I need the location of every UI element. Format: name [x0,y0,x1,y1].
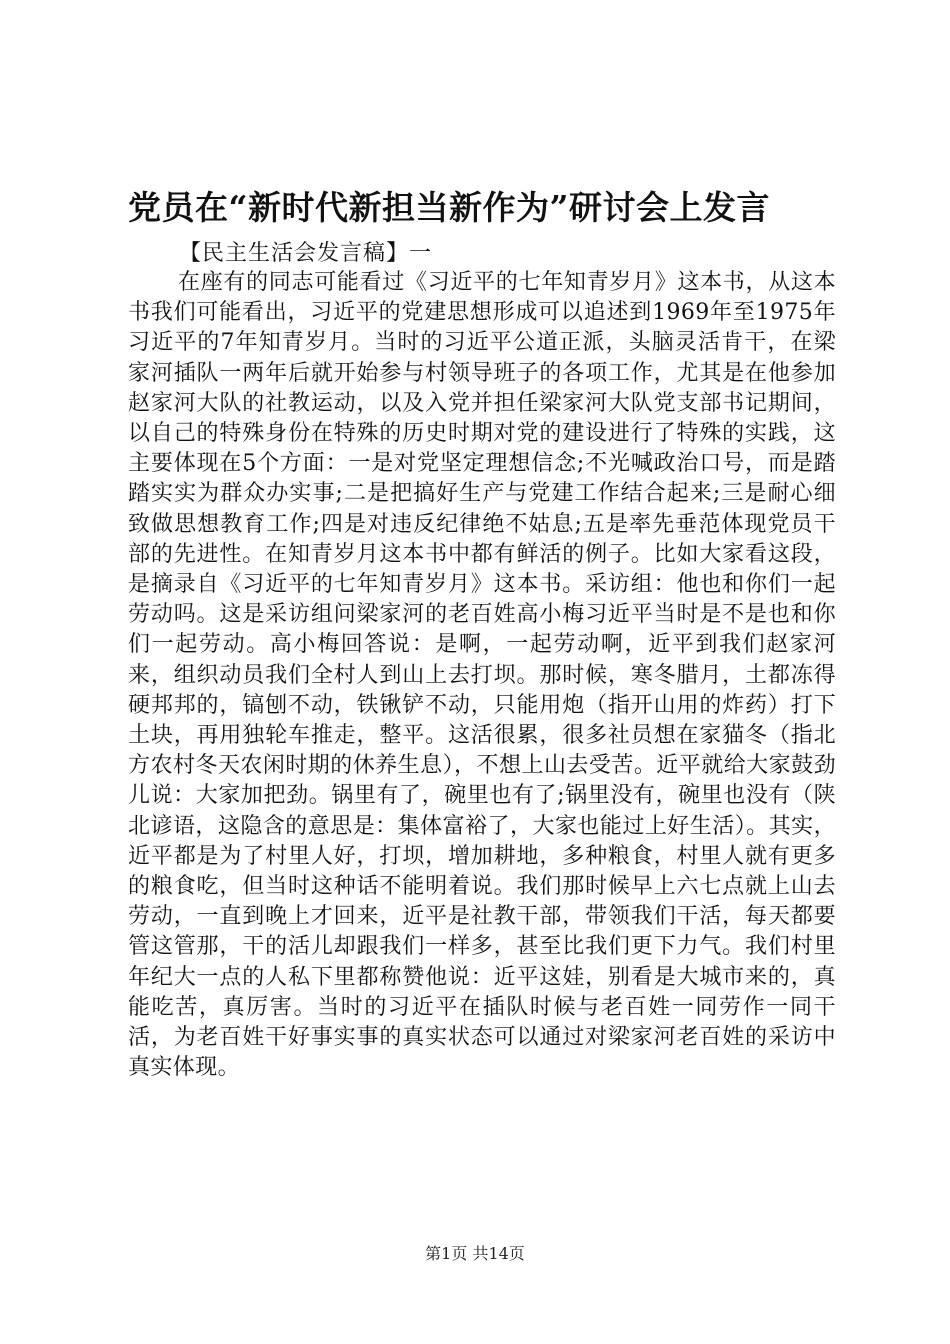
document-body-paragraph: 在座有的同志可能看过《习近平的七年知青岁月》这本书，从这本书我们可能看出，习近平的党建思想形成可以追述到1969年至1975年习近平的7年知青岁月。当时的习近平公道正派，头脑灵活肯干，在梁家河插队一两年后就开始参与村领导班子的各项工作，尤其是在他参加赵家河大队的社教运动，以及入党并担任梁家河大队党支部书记期间，以自己的特殊身份在特殊的历史时期对党的建设进行了特殊的实践，这主要体现在5个方面：一是对党坚定理想信念;不光喊政治口号，而是踏踏实实为群众办实事;二是把搞好生产与党建工作结合起来;三是耐心细致做思想教育工作;四是对违反纪律绝不姑息;五是率先垂范体现党员干部的先进性。在知青岁月这本书中都有鲜活的例子。比如大家看这段，是摘录自《习近平的七年知青岁月》这本书。采访组：他也和你们一起劳动吗。这是采访组问梁家河的老百姓高小梅习近平当时是不是也和你们一起劳动。高小梅回答说：是啊，一起劳动啊，近平到我们赵家河来，组织动员我们全村人到山上去打坝。那时候，寒冬腊月，土都冻得硬邦邦的，镐刨不动，铁锹铲不动，只能用炮（指开山用的炸药）打下土块，再用独轮车推走，整平。这活很累，很多社员想在家猫冬（指北方农村冬天农闲时期的休养生息），不想上山去受苦。近平就给大家鼓劲儿说：大家加把劲。锅里有了，碗里也有了;锅里没有，碗里也没有（陕北谚语，这隐含的意思是：集体富裕了，大家也能过上好生活）。其实，近平都是为了村里人好，打坝，增加耕地，多种粮食，村里人就有更多的粮食吃，但当时这种话不能明着说。我们那时候早上六七点就上山去劳动，一直到晚上才回来，近平是社教干部，带领我们干活，每天都要管这管那，干的活儿却跟我们一样多，甚至比我们更下力气。我们村里年纪大一点的人私下里都称赞他说：近平这娃，别看是大城市来的，真能吃苦，真厉害。当时的习近平在插队时候与老百姓一同劳作一同干活，为老百姓干好事实事的真实状态可以通过对梁家河老百姓的采访中真实体现。 [128,270,836,1081]
document-subtitle: 【民主生活会发言稿】一 [179,241,433,266]
page-number-footer: 第1页 共14页 [425,1244,525,1263]
document-title: 党员在“新时代新担当新作为”研讨会上发言 [128,188,770,227]
